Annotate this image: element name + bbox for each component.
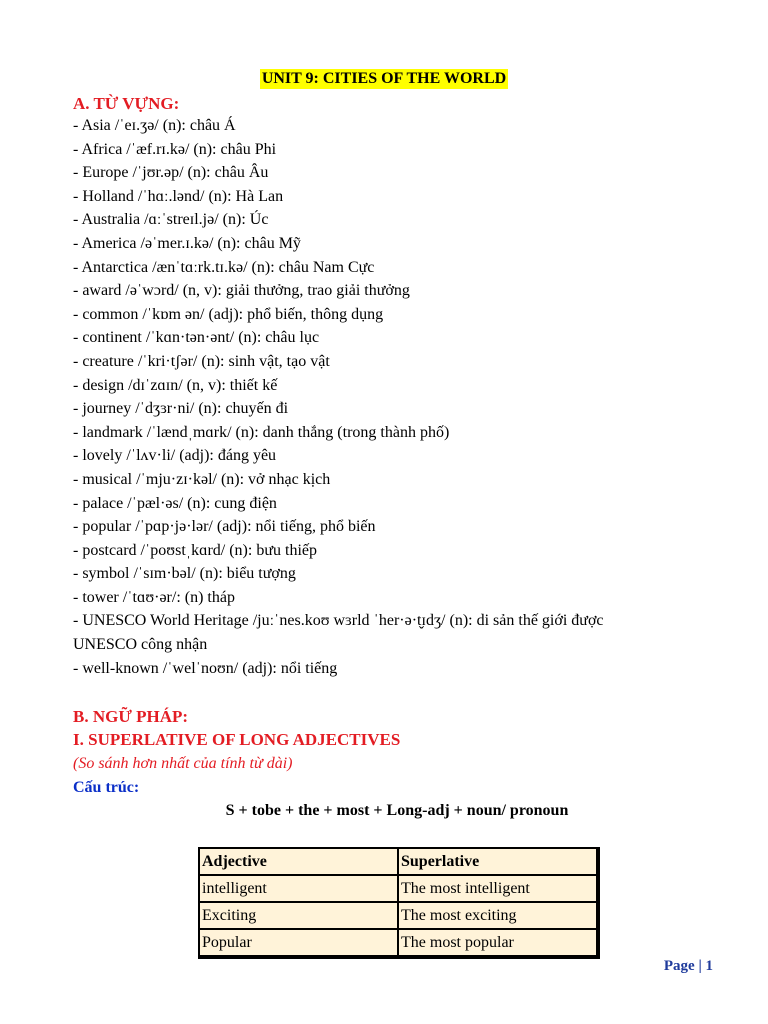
table-cell: Popular (199, 929, 398, 956)
vocab-item: - musical /ˈmju·zɪ·kəl/ (n): vở nhạc kịch (73, 470, 331, 488)
vocab-item: - postcard /ˈpoʊstˌkɑrd/ (n): bưu thiếp (73, 541, 317, 559)
vocab-item: - popular /ˈpɑp·jə·lər/ (adj): nổi tiếng, phổ biến (73, 518, 376, 536)
vocab-item: - Asia /ˈeɪ.ʒə/ (n): châu Á (73, 117, 236, 134)
vocabulary-list (73, 114, 713, 680)
vocab-item: - UNESCO World Heritage /juːˈnes.koʊ wɜrld ˈher·ə·t̬ɪdʒ/ (n): di sản thế giới được (73, 612, 604, 630)
vocab-item: - America /əˈmer.ɪ.kə/ (n): châu Mỹ (73, 234, 301, 252)
vocab-item: - design /dɪˈzɑɪn/ (n, v): thiết kế (73, 376, 278, 394)
section-i-heading: I. SUPERLATIVE OF LONG ADJECTIVES (73, 730, 401, 749)
structure-label: Cấu trúc: (73, 779, 140, 796)
vocab-item: - well-known /ˈwelˈnoʊn/ (adj): nổi tiếng (73, 659, 338, 677)
vocab-item: - award /əˈwɔrd/ (n, v): giải thưởng, trao giải thưởng (73, 282, 410, 300)
table-row (199, 875, 597, 902)
vocab-item: - common /ˈkɒm ən/ (adj): phổ biến, thông dụng (73, 305, 384, 323)
vocab-item-continuation: UNESCO công nhận (73, 636, 208, 654)
table-cell: The most intelligent (398, 875, 597, 902)
unit-title: UNIT 9: CITIES OF THE WORLD (261, 70, 507, 87)
vocab-item: - Holland /ˈhɑː.lənd/ (n): Hà Lan (73, 187, 284, 205)
table-cell: The most popular (398, 929, 597, 956)
vocab-item: - Australia /ɑːˈstreɪl.jə/ (n): Úc (73, 211, 269, 229)
vocab-item: - tower /ˈtɑʊ·ər/: (n) tháp (73, 588, 235, 606)
vocab-item: - lovely /ˈlʌv·li/ (adj): đáng yêu (73, 447, 277, 465)
table-header-row (199, 848, 597, 875)
table-cell: The most exciting (398, 902, 597, 929)
vocab-item: - landmark /ˈlændˌmɑrk/ (n): danh thắng (trong thành phố) (73, 423, 450, 441)
table-header-cell: Adjective (199, 848, 398, 875)
grammar-formula: S + tobe + the + most + Long-adj + noun/ pronoun (225, 802, 569, 819)
vocab-item: - palace /ˈpæl·əs/ (n): cung điện (73, 494, 277, 512)
vocab-item: - journey /ˈdʒɜr·ni/ (n): chuyến đi (73, 400, 289, 418)
vocab-item: - Europe /ˈjʊr.əp/ (n): châu Âu (73, 164, 269, 182)
vocab-item: - continent /ˈkɑn·tən·ənt/ (n): châu lục (73, 329, 320, 347)
title-container (0, 69, 768, 89)
vocab-item: - creature /ˈkri·tʃər/ (n): sinh vật, tạo vật (73, 352, 330, 370)
section-a-heading: A. TỪ VỰNG: (73, 94, 180, 113)
superlative-table (198, 847, 600, 959)
table-row (199, 902, 597, 929)
page-number: Page | 1 (663, 958, 713, 974)
table-cell: intelligent (199, 875, 398, 902)
vocab-item: - symbol /ˈsɪm·bəl/ (n): biểu tượng (73, 565, 296, 583)
section-b-heading: B. NGỮ PHÁP: (73, 707, 189, 726)
vocab-item: - Africa /ˈæf.rɪ.kə/ (n): châu Phi (73, 140, 277, 158)
vocab-item: - Antarctica /ænˈtɑːrk.tɪ.kə/ (n): châu Nam Cực (73, 258, 375, 276)
section-i-subtitle: (So sánh hơn nhất của tính từ dài) (73, 755, 293, 772)
table-cell: Exciting (199, 902, 398, 929)
table-row (199, 929, 597, 956)
table-header-cell: Superlative (398, 848, 597, 875)
